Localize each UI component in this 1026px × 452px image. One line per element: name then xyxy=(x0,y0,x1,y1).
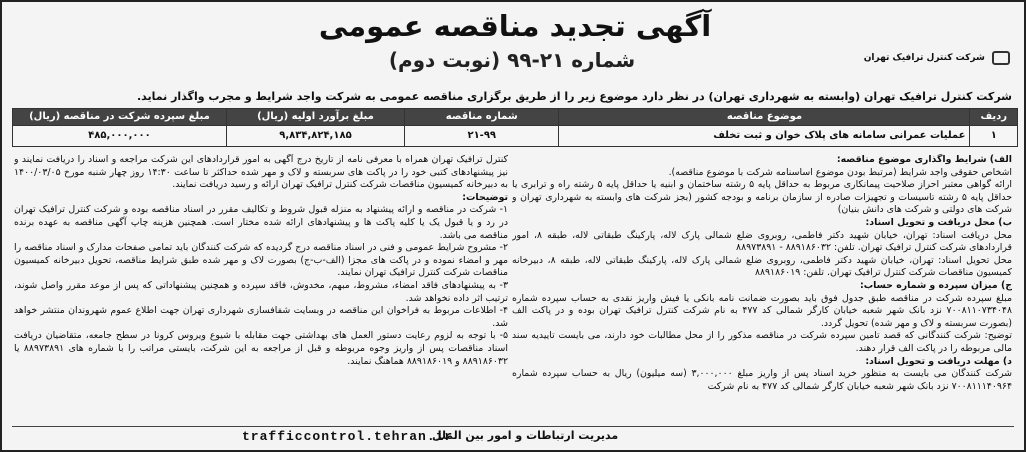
notes-column xyxy=(14,154,508,414)
conditions-column xyxy=(512,154,1012,418)
section-heading: ب) محل دریافت و تحویل اسناد: xyxy=(865,216,1012,228)
section-heading: توضیحات: xyxy=(462,191,508,203)
note-item: ۴- اطلاعات مربوط به فراخوان این مناقصه در وبسایت شفافسازی شهرداری تهران جهت اطلاع عموم شهروندان منتشر خواهد شد. xyxy=(14,305,508,329)
paragraph: محل دریافت اسناد: تهران، خیابان شهید دکتر فاطمی، روبروی ضلع شمالی پارک لاله، پارکینگ طبقاتی لاله، طبقه ۸، امور قراردادهای شرکت کنترل ترافیک تهران. تلفن: ۸۸۹۱۸۶۰۳۲ - ۸۸۹۷۳۸۹۱ xyxy=(512,229,1012,254)
company-logo xyxy=(860,50,1010,66)
paragraph: شرکت کنندگان می بایست به منظور خرید اسناد پس از واریز مبلغ ۳,۰۰۰,۰۰۰ (سه میلیون) ریال به حساب سپرده شماره ۷۰۰۸۱۱۱۴۰۹۶۴ نزد بانک شهر شعبه خیابان کارگر شمالی کد ۴۷۷ به نام شرکت xyxy=(512,368,1012,392)
note-item: ۱- شرکت در مناقصه و ارائه پیشنهاد به منزله قبول شروط و تکالیف مقرر در اسناد مناقصه بوده و شرکت کنترل ترافیک تهران در رد و یا قبول یک یا کلیه پاکت ها و پیشنهادهای ارائه شده مختار است. همچنین هزینه چاپ آگهی مناقصه به عهده برنده مناقصه می باشد. xyxy=(14,204,508,241)
paragraph: اشخاص حقوقی واجد شرایط (مرتبط بودن موضوع اساسنامه شرکت با موضوع مناقصه). xyxy=(668,166,1012,178)
paragraph: توضیح: شرکت کنندگانی که قصد تامین سپرده شرکت در مناقصه مذکور را از محل مطالبات خود دارند، می بایست تاییدیه سند مالی مربوطه را در پاکت الف قرار دهند. xyxy=(512,330,1012,354)
col-header-number: شماره مناقصه xyxy=(405,109,559,126)
tender-table xyxy=(12,108,1018,147)
section-heading: ج) میزان سپرده و شماره حساب: xyxy=(859,279,1012,291)
note-item: ۳- به پیشنهادهای فاقد امضاء، مشروط، مبهم، مخدوش، فاقد سپرده و همچنین پیشنهاداتی که پس از موعد مقرر واصل شوند، ترتیب اثر داده نخواهد شد. xyxy=(14,279,508,304)
department-name: مدیریت ارتباطات و امور بین الملل xyxy=(432,429,619,442)
cell-estimate: ۹,۸۳۴,۸۲۴,۱۸۵ xyxy=(226,126,404,147)
intro-text: شرکت کنترل ترافیک تهران (وابسته به شهرداری تهران) در نظر دارد موضوع زیر را از طریق برگزاری مناقصه عمومی به شرکت واجد شرایط و مجرب واگذار نماید. xyxy=(136,90,1012,103)
paragraph: کنترل ترافیک تهران همراه با معرفی نامه از تاریخ درج آگهی به امور قراردادهای این شرکت مراجعه و اسناد را دریافت نمایند و نیز پیشنهادهای کتبی خود را در پاکت های سربسته و لاک و مهر شده حداکثر تا ساعت ۱۴:۳۰ روز چهار شنبه مورخ ۱۴۰۰/۰۳/۰۵ به دبیرخانه کمیسیون مناقصات شرکت کنترل ترافیک تهران ارائه و رسید دریافت نمایند. xyxy=(14,154,508,191)
cell-subject: عملیات عمرانی سامانه های پلاک خوان و ثبت تخلف xyxy=(559,126,970,147)
cell-row: ۱ xyxy=(970,126,1018,147)
table-header-row xyxy=(13,109,1018,126)
col-header-row: ردیف xyxy=(970,109,1018,126)
paragraph: ارائه گواهی معتبر احراز صلاحیت پیمانکاری مربوط به حداقل پایه ۵ رشته ساختمان و ابنیه یا حداقل پایه ۵ رشته راه و ترابری یا حداقل پایه ۵ رشته تاسیسات و تجهیزات صادره از سازمان برنامه و بودجه کشور (بجز شرکت های وابسته به شهرداری تهران و شرکت های دولتی و شرکت های دانش بنیان) xyxy=(512,179,1012,216)
notice-title: آگهی تجدید مناقصه عمومی xyxy=(318,9,712,43)
footer xyxy=(12,426,1014,444)
section-heading: د) مهلت دریافت و تحویل اسناد: xyxy=(865,355,1012,367)
note-item: ۲- مشروح شرایط عمومی و فنی در اسناد مناقصه درج گردیده که شرکت کنندگان باید تمامی صفحات مدارک و اسناد مناقصه را مهر و امضاء نموده و در پاکت های مجزا (الف-ب-ج) بصورت لاک و مهر شده طبق شرایط مناقصه، تحویل دبیرخانه کمیسیون مناقصات شرکت کنترل ترافیک تهران نمایند. xyxy=(14,242,508,279)
company-logo-icon xyxy=(992,51,1010,65)
website-url: trafficcontrol.tehran.ir xyxy=(242,429,454,444)
paragraph: محل تحویل اسناد: تهران، خیابان شهید دکتر فاطمی، روبروی ضلع شمالی پارک لاله، پارکینگ طبقاتی لاله، طبقه ۸، دبیرخانه کمیسیون مناقصات شرکت کنترل ترافیک تهران. تلفن: ۸۸۹۱۸۶۰۱۹ xyxy=(512,254,1012,279)
col-header-deposit: مبلغ سپرده شرکت در مناقصه (ریال) xyxy=(13,109,227,126)
col-header-subject: موضوع مناقصه xyxy=(559,109,970,126)
tender-number: شماره ۲۱-۹۹ (نوبت دوم) xyxy=(388,48,636,72)
cell-number: ۲۱-۹۹ xyxy=(405,126,559,147)
company-logo-text: شرکت کنترل ترافیک تهران xyxy=(863,53,985,63)
col-header-estimate: مبلغ برآورد اولیه (ریال) xyxy=(226,109,404,126)
paragraph: مبلغ سپرده شرکت در مناقصه طبق جدول فوق باید بصورت ضمانت نامه بانکی یا فیش واریز نقدی به حساب سپرده شماره ۷۰۰۸۱۱۰۷۳۴۰۴۸ نزد بانک شهر شعبه خیابان کارگر شمالی کد ۴۷۷ به نام شرکت کنترل ترافیک تهران بوده و در پاکت الف (بصورت سربسته و لاک و مهر شده) تحویل گردد. xyxy=(512,292,1012,329)
section-heading: الف) شرایط واگذاری موضوع مناقصه: xyxy=(836,154,1012,165)
table-row xyxy=(13,126,1018,147)
note-item: ۵- با توجه به لزوم رعایت دستور العمل های بهداشتی جهت مقابله با شیوع ویروس کرونا در سطح جامعه، متقاضیان دریافت اسناد مناقصات پس از واریز وجوه مربوطه و قبل از مراجعه به این شرکت، بایستی مراتب را با شماره های ۸۸۹۷۳۸۹۱ یا ۸۸۹۱۸۶۰۳۲ و ۸۸۹۱۸۶۰۱۹ هماهنگ نمایند. xyxy=(14,330,508,367)
cell-deposit: ۴۸۵,۰۰۰,۰۰۰ xyxy=(13,126,227,147)
